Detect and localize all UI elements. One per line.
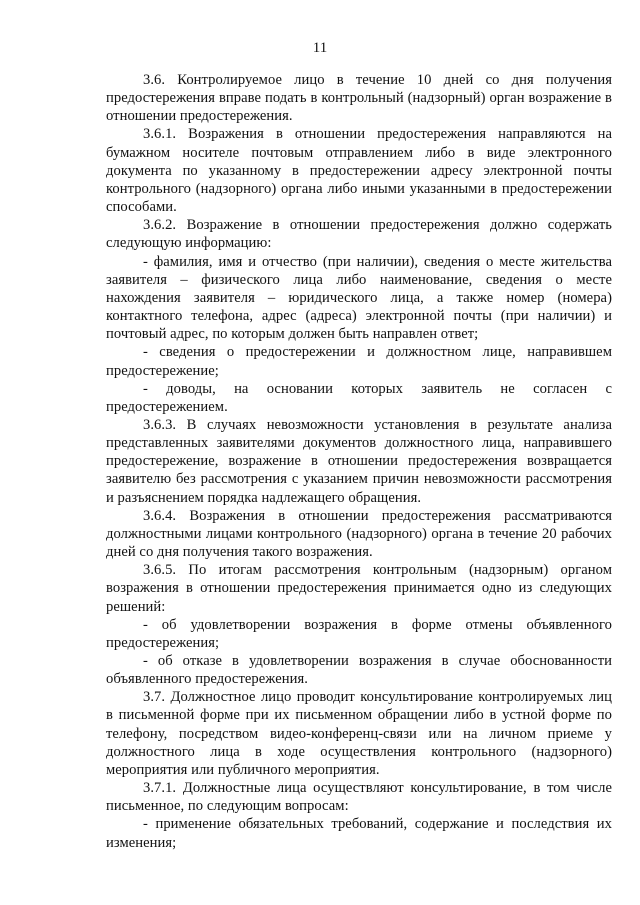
paragraph-3-7: 3.7. Должностное лицо проводит консультирование контролируемых лиц в письменной форме при их письменном обращении либо в устной форме по телефону, посредством видео-конференц-связи или на личном приеме у должностного лица в ходе осуществления контрольного (надзорного) мероприятия или публичного мероприятия. [106,689,612,778]
paragraph-3-6-5: 3.6.5. По итогам рассмотрения контрольным (надзорным) органом возражения в отношении предостережения принимается одно из следующих решений: [106,562,612,615]
list-item-warning-info: - сведения о предостережении и должностном лице, направившем предостережение; [106,344,612,379]
list-item-requirements: - применение обязательных требований, содержание и последствия их изменения; [106,816,612,851]
paragraph-3-6-3: 3.6.3. В случаях невозможности установления в результате анализа представленных заявителями документов должностного лица, направившего предостережение, возражение в отношении предостережения возвращается заявителю без рассмотрения с указанием причин невозможности рассмотрения и разъяснением порядка надлежащего обращения. [106,416,612,506]
paragraph-3-6-1: 3.6.1. Возражения в отношении предостережения направляются на бумажном носителе почтовым отправлением либо в виде электронного документа по указанному в предостережении адресу электронной почты контрольного (надзорного) органа либо иными указанными в предостережении способами. [106,126,612,216]
document-body [106,71,612,852]
list-item-satisfaction: - об удовлетворении возражения в форме отмены объявленного предостережения; [106,616,612,651]
paragraph-3-6: 3.6. Контролируемое лицо в течение 10 дней со дня получения предостережения вправе подать в контрольный (надзорный) орган возражение в отношении предостережения. [106,72,612,125]
list-item-applicant-info: - фамилия, имя и отчество (при наличии), сведения о месте жительства заявителя – физического лица либо наименование, сведения о месте нахождения заявителя – юридического лица, а также номер (номера) контактного телефона, адрес (адреса) электронной почты (при наличии) и почтовый адрес, по которым должен быть направлен ответ; [106,253,612,343]
page-number: 11 [312,40,328,56]
list-item-arguments: - доводы, на основании которых заявитель не согласен с предостережением. [106,380,612,415]
paragraph-3-6-2: 3.6.2. Возражение в отношении предостережения должно содержать следующую информацию: [106,217,612,252]
paragraph-3-7-1: 3.7.1. Должностные лица осуществляют консультирование, в том числе письменное, по следующим вопросам: [106,780,612,815]
paragraph-3-6-4: 3.6.4. Возражения в отношении предостережения рассматриваются должностными лицами контрольного (надзорного) органа в течение 20 рабочих дней со дня получения такого возражения. [106,507,612,561]
list-item-refusal: - об отказе в удовлетворении возражения в случае обоснованности объявленного предостережения. [106,653,612,688]
